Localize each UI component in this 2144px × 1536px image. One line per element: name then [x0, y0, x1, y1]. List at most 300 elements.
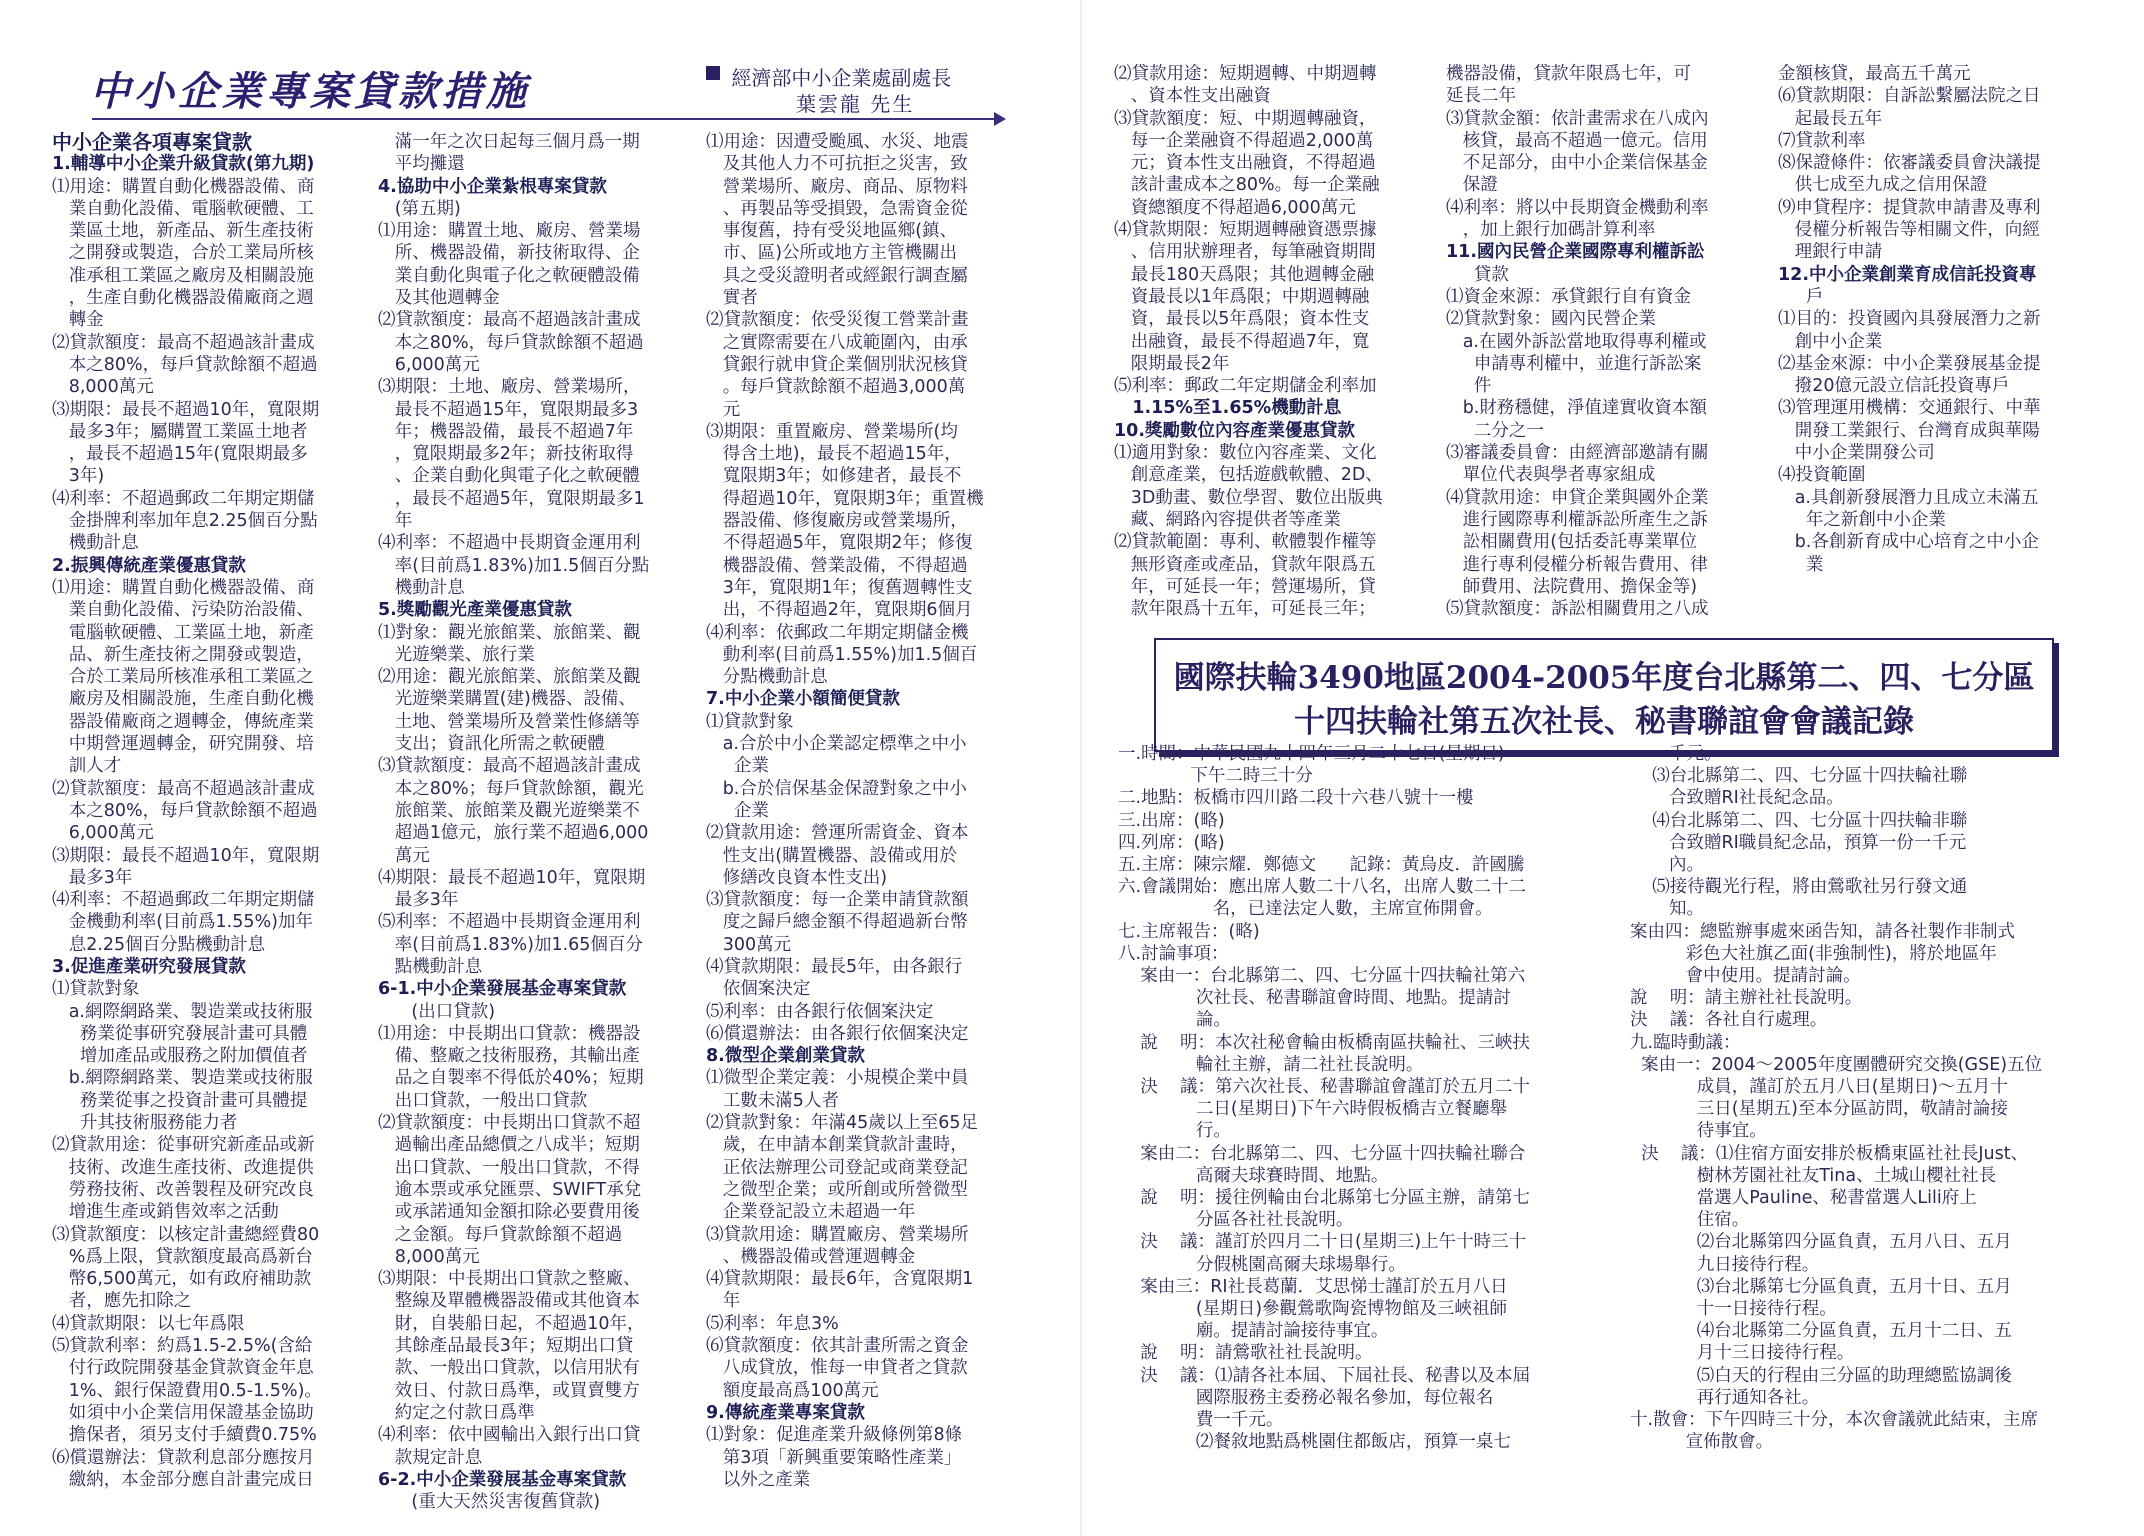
article-column-3: [706, 131, 1016, 1491]
text-line: 所、機器設備，新技術取得、企: [378, 243, 640, 264]
text-line: (重大天然災害復舊貸款): [378, 1492, 601, 1513]
text-line: ⑹貸款額度：依其計畫所需之資金: [706, 1336, 969, 1357]
text-line: 繳納，本金部分應自計畫完成日: [52, 1469, 314, 1490]
text-line: 增加產品或服務之附加價值者: [52, 1046, 308, 1067]
text-line: 分點機動計息: [706, 667, 828, 688]
minutes-line: 說 明：援往例輪由台北縣第七分區主辦，請第七: [1118, 1188, 1531, 1209]
minutes-line: 案由四：總監辦事處來函告知，請各社製作非制式: [1630, 921, 2015, 942]
text-line: 貸銀行就申貸企業個別狀況核貸: [706, 354, 968, 375]
text-line: 。每戶貸款餘額不超過3,000萬: [706, 377, 966, 398]
article-column-2: [378, 131, 688, 1513]
text-line: 、再製品等受損毀，急需資金從: [706, 198, 968, 219]
text-line: ⑹貸款期限：自訴訟繫屬法院之日: [1778, 86, 2041, 107]
text-line: 6,000萬元: [378, 354, 480, 375]
text-line: 年之新創中小企業: [1778, 509, 1946, 530]
text-line: 如須中小企業信用保證基金協助: [52, 1402, 314, 1423]
minutes-line: 樹林芳園社社友Tina、土城山櫻社社長: [1630, 1165, 1997, 1186]
text-line: 具之受災證明者或經銀行調查屬: [706, 265, 968, 286]
minutes-line: ⑵台北縣第四分區負責，五月八日、五月: [1630, 1232, 2012, 1253]
minutes-title-box: [1154, 638, 2054, 752]
text-line: ⑶審議委員會：由經濟部邀請有關: [1446, 443, 1709, 464]
text-line: 勞務技術、改善製程及研究改良: [52, 1179, 314, 1200]
text-line: 1%、銀行保證費用0.5-1.5%)。: [52, 1380, 322, 1401]
text-line: ⑶貸款用途：購置廠房、營業場所: [706, 1224, 969, 1245]
text-line: 開發工業銀行、台灣育成與華陽: [1778, 420, 2040, 441]
text-line: 最多3年: [52, 867, 133, 888]
text-line: b.各創新育成中心培育之中小企: [1778, 532, 2039, 553]
text-line: ⑶管理運用機構：交通銀行、中華: [1778, 398, 2041, 419]
text-line: 電腦軟硬體、工業區土地，新產: [52, 622, 314, 643]
text-line: 度之歸戶總金額不得超過新台幣: [706, 912, 968, 933]
text-line: 出口貸款、一般出口貸款，不得: [378, 1157, 640, 1178]
minutes-column-1: [1118, 743, 1688, 1454]
text-line: 資總額度不得超過6,000萬元: [1114, 197, 1356, 218]
minutes-line: ⑸白天的行程由三分區的助理總監協調後: [1630, 1365, 2012, 1386]
text-line: 業自動化與電子化之軟硬體設備: [378, 265, 640, 286]
minutes-line: 九日接待行程。: [1630, 1254, 1820, 1275]
minutes-line: 高爾夫球賽時間、地點。: [1118, 1165, 1389, 1186]
article-title: 中小企業專案貸款措施: [90, 68, 530, 115]
minutes-line: 合致贈RI社長紀念品。: [1630, 788, 1844, 809]
text-line: 進行專利侵權分析報告費用、律: [1446, 554, 1708, 575]
text-line: ⑶貸款額度：最高不超過該計畫成: [378, 756, 641, 777]
text-line: 創意產業，包括遊戲軟體、2D、: [1114, 465, 1383, 486]
minutes-line: ⑷台北縣第二分區負責，五月十二日、五: [1630, 1321, 2012, 1342]
text-line: 保證: [1446, 175, 1498, 196]
text-line: 備、整廠之技術服務，其輸出產: [378, 1046, 640, 1067]
text-line: 12.中小企業創業育成信託投資專: [1778, 264, 2037, 285]
text-line: ⑵貸款額度：最高不超過該計畫成: [52, 332, 315, 353]
text-line: 品之自製率不得低於40%；短期: [378, 1068, 644, 1089]
text-line: ⑷利率：依郵政二年期定期儲金機: [706, 622, 969, 643]
text-line: ⑶期限：土地、廠房、營業場所，: [378, 377, 641, 398]
text-line: ⑺貸款利率: [1778, 130, 1866, 151]
minutes-line: 二日(星期日)下午六時假板橋吉立餐廳舉: [1118, 1099, 1508, 1120]
text-line: 其餘產品最長3年；短期出口貸: [378, 1336, 634, 1357]
text-line: ⑴對象：觀光旅館業、旅館業、觀: [378, 622, 641, 643]
minutes-line: 再行通知各社。: [1630, 1387, 1820, 1408]
text-line: 器設備廠商之週轉金，傳統產業: [52, 711, 314, 732]
minutes-line: 輪社主辦，請二社社長說明。: [1118, 1054, 1424, 1075]
minutes-line: 九.臨時動議：: [1630, 1032, 1741, 1053]
author-title: [706, 62, 951, 91]
text-line: 延長二年: [1446, 86, 1516, 107]
minutes-line: 待事宜。: [1630, 1121, 1767, 1142]
minutes-line: 下午二時三十分: [1118, 766, 1313, 787]
minutes-line: 決 議：謹訂於四月二十日(星期三)上午十時三十: [1118, 1232, 1527, 1253]
minutes-line: 合致贈RI職員紀念品，預算一份一千元: [1630, 832, 1967, 853]
text-line: 年；機器設備，最長不超過7年: [378, 421, 634, 442]
text-line: b.合於信保基金保證對象之中小: [706, 778, 967, 799]
text-line: 金額核貸，最高五千萬元: [1778, 64, 1971, 84]
text-line: 不足部分，由中小企業信保基金: [1446, 153, 1708, 174]
minutes-title-line2: 十四扶輪社第五次社長、秘書聯誼會會議記錄: [1294, 704, 1914, 740]
text-line: 本之80%；每戶貸款餘額，觀光: [378, 778, 644, 799]
text-line: 、資本性支出融資: [1114, 86, 1271, 107]
text-line: ⑶期限：中長期出口貸款之整廠、: [378, 1269, 641, 1290]
text-line: 元；資本性支出融資，不得超過: [1114, 153, 1376, 174]
text-line: 8.微型企業創業貸款: [706, 1046, 865, 1067]
text-line: 八成貸放，惟每一申貸者之貸款: [706, 1358, 968, 1379]
text-line: 6-1.中小企業發展基金專案貸款: [378, 979, 627, 1000]
text-line: ⑸貸款額度：訴訟相關費用之八成: [1446, 599, 1709, 620]
text-line: 無形資產或產品，貸款年限爲五: [1114, 554, 1376, 575]
text-line: 6-2.中小企業發展基金專案貸款: [378, 1469, 627, 1490]
text-line: ⑷貸款期限：最長6年，含寬限期1: [706, 1269, 974, 1290]
text-line: 8,000萬元: [378, 1246, 480, 1267]
text-line: 務業從事之投資計畫可具體提: [52, 1090, 308, 1111]
text-line: ⑶期限：最長不超過10年，寬限期: [52, 399, 320, 420]
text-line: 5.獎勵觀光產業優惠貸款: [378, 600, 572, 621]
text-line: 業: [1778, 554, 1824, 575]
minutes-line: 宣佈散會。: [1630, 1432, 1774, 1453]
text-line: ⑴適用對象：數位內容產業、文化: [1114, 443, 1377, 464]
text-line: 起最長五年: [1778, 108, 1883, 129]
text-line: 款年限爲十五年，可延長三年；: [1114, 599, 1376, 620]
text-line: ⑵用途：觀光旅館業、旅館業及觀: [378, 667, 641, 688]
text-line: ⑴微型企業定義：小規模企業中員: [706, 1068, 969, 1089]
text-line: 出融資，最長不得超過7年，寬: [1114, 331, 1370, 352]
text-line: 付行政院開發基金貸款資金年息: [52, 1358, 314, 1379]
text-line: 萬元: [378, 845, 430, 866]
minutes-line: 論。: [1118, 1010, 1231, 1031]
minutes-line: 彩色大社旗乙面(非強制性)，將於地區年: [1630, 943, 1997, 964]
text-line: ⑵貸款額度：最高不超過該計畫成: [378, 310, 641, 331]
text-line: 機動計息: [378, 577, 465, 598]
text-line: ⑷貸款期限：最長5年，由各銀行: [706, 956, 963, 977]
minutes-line: 六.會議開始：應出席人數二十八名，出席人數二十二: [1118, 877, 1527, 898]
text-line: a.網際網路業、製造業或技術服: [52, 1001, 313, 1022]
text-line: 本之80%，每戶貸款餘額不超過: [52, 354, 318, 375]
text-line: 款規定計息: [378, 1447, 483, 1468]
text-line: 金機動利率(目前爲1.55%)加年: [52, 912, 313, 933]
text-line: 過輸出產品總價之八成半；短期: [378, 1135, 640, 1156]
text-line: 平均攤還: [378, 154, 465, 175]
text-line: 創中小企業: [1778, 331, 1883, 352]
text-line: 核貸，最高不超過一億元。信用: [1446, 130, 1708, 151]
text-line: ⑻保證條件：依審議委員會決議提: [1778, 153, 2041, 174]
minutes-line: 說 明：請鶯歌社社長說明。: [1118, 1343, 1373, 1364]
text-line: ⑵貸款用途：短期週轉、中期週轉: [1114, 64, 1377, 84]
text-line: ⑵貸款額度：依受災復工營業計畫: [706, 310, 969, 331]
text-line: 進行國際專利權訴訟所產生之訴: [1446, 509, 1708, 530]
text-line: b.財務穩健，淨值達實收資本額: [1446, 398, 1707, 419]
text-line: ⑸利率：由各銀行依個案決定: [706, 1001, 934, 1022]
minutes-line: 案由一：2004～2005年度團體研究交換(GSE)五位: [1630, 1054, 2043, 1075]
arrow-right-icon: [994, 112, 1006, 126]
text-line: 廠房及相關設施，生產自動化機: [52, 689, 314, 710]
minutes-line: 三日(星期五)至本分區訪問，敬請討論接: [1630, 1099, 2008, 1120]
text-line: ⑷貸款用途：申貸企業與國外企業: [1446, 487, 1709, 508]
text-line: 出口貸款，一般出口貸款: [378, 1090, 588, 1111]
text-line: 年，可延長一年；營運場所，貸: [1114, 576, 1376, 597]
text-line: 訓人才: [52, 756, 122, 777]
text-line: 10.獎勵數位內容產業優惠貸款: [1114, 420, 1356, 441]
text-line: 師費用、法院費用、擔保金等): [1446, 576, 1698, 597]
text-line: ，寬限期最多2年；新技術取得: [378, 444, 634, 465]
minutes-line: 決 議：各社自行處理。: [1630, 1010, 1828, 1031]
text-line: ⑷期限：最長不超過10年，寬限期: [378, 867, 646, 888]
minutes-line: 知。: [1630, 899, 1704, 920]
article-column-5: [1446, 63, 1766, 620]
text-line: ⑷利率：不超過中長期資金運用利: [378, 533, 641, 554]
minutes-line: 名，已達法定人數，主席宣佈開會。: [1118, 899, 1493, 920]
text-line: 每一企業融資不得超過2,000萬: [1114, 130, 1374, 151]
text-line: ⑴用途：中長期出口貸款：機器設: [378, 1023, 641, 1044]
text-line: ⑷利率：不超過郵政二年期定期儲: [52, 890, 315, 911]
text-line: ⑵貸款額度：中長期出口貸款不超: [378, 1113, 641, 1134]
text-line: 整線及單體機器設備或其他資本: [378, 1291, 640, 1312]
text-line: ⑶貸款額度：以核定計畫總經費80: [52, 1224, 320, 1245]
text-line: 3D動畫、數位學習、數位出版典: [1114, 487, 1383, 508]
minutes-line: 說 明：本次社秘會輪由板橋南區扶輪社、三峽扶: [1118, 1032, 1531, 1053]
text-line: 9.傳統產業專案貸款: [706, 1402, 865, 1423]
text-line: 資，最長以5年爲限；資本性支: [1114, 309, 1370, 330]
text-line: 、機器設備或營運週轉金: [706, 1246, 916, 1267]
text-line: 擔保者，須另支付手續費0.75%: [52, 1425, 317, 1446]
text-line: b.網際網路業、製造業或技術服: [52, 1068, 313, 1089]
text-line: ⑴目的：投資國內具發展潛力之新: [1778, 309, 2041, 330]
text-line: 中小企業開發公司: [1778, 443, 1935, 464]
minutes-line: 內。: [1630, 855, 1704, 876]
text-line: 率(目前爲1.83%)加1.65個百分: [378, 934, 643, 955]
text-line: 企業: [706, 800, 769, 821]
text-line: 訟相關費用(包括委託專業單位: [1446, 532, 1698, 553]
article-column-6: [1778, 63, 2098, 576]
text-line: %爲上限，貸款額度最高爲新台: [52, 1246, 313, 1267]
text-line: 二分之一: [1446, 420, 1544, 441]
text-line: 款、一般出口貸款，以信用狀有: [378, 1358, 640, 1379]
text-line: 限期最長2年: [1114, 353, 1230, 374]
minutes-line: 月十三日接待行程。: [1630, 1343, 1855, 1364]
text-line: ⑴用途：購置自動化機器設備、商: [52, 577, 315, 598]
text-line: 、企業自動化與電子化之軟硬體: [378, 466, 640, 487]
text-line: 點機動計息: [378, 956, 483, 977]
text-line: 、信用狀辦理者，每筆融資期間: [1114, 242, 1376, 263]
text-line: 申請專利權中，並進行訴訟案: [1446, 353, 1702, 374]
text-line: 之開發或製造，合於工業局所核: [52, 243, 314, 264]
text-line: 營業場所、廠房、商品、原物料: [706, 176, 968, 197]
text-line: ⑷利率：依中國輸出入銀行出口貸: [378, 1425, 641, 1446]
text-line: 單位代表與學者專家組成: [1446, 465, 1656, 486]
minutes-line: 分區各社社長說明。: [1118, 1210, 1354, 1231]
text-line: 業自動化設備、電腦軟硬體、工: [52, 198, 314, 219]
text-line: 旅館業、旅館業及觀光遊樂業不: [378, 800, 640, 821]
article-column-4: [1114, 63, 1434, 620]
text-line: 超過1億元，旅行業不超過6,000: [378, 823, 649, 844]
text-line: 資最長以1年爲限；中期週轉融: [1114, 286, 1370, 307]
text-line: ⑹償還辦法：貸款利息部分應按月: [52, 1447, 315, 1468]
text-line: 市、區)公所或地方主管機關出: [706, 243, 958, 264]
minutes-line: ⑶台北縣第二、四、七分區十四扶輪社聯: [1630, 766, 1968, 787]
text-line: 技術、改進生產技術、改進提供: [52, 1157, 314, 1178]
text-line: 3.促進產業研究發展貸款: [52, 956, 246, 977]
text-line: 理銀行申請: [1778, 242, 1883, 263]
text-line: 企業登記設立未超過一年: [706, 1202, 916, 1223]
text-line: ⑶貸款額度：每一企業申請貸款額: [706, 890, 969, 911]
minutes-column-2: [1630, 743, 2110, 1454]
text-line: 不得超過5年，寬限期2年；修復: [706, 533, 973, 554]
text-line: 年: [378, 511, 413, 532]
minutes-line: 七.主席報告：(略): [1118, 921, 1260, 942]
minutes-line: ⑶台北縣第七分區負責，五月十日、五月: [1630, 1276, 2012, 1297]
text-line: 侵權分析報告等相關文件，向經: [1778, 220, 2040, 241]
text-line: ⑷投資範圍: [1778, 465, 1866, 486]
text-line: 該計畫成本之80%。每一企業融: [1114, 175, 1380, 196]
text-line: 本之80%，每戶貸款餘額不超過: [52, 800, 318, 821]
text-line: 得含土地)，最長不超過15年，: [706, 444, 962, 465]
text-line: 機器設備，貸款年限爲七年，可: [1446, 64, 1691, 84]
text-line: ⑶期限：最長不超過10年，寬限期: [52, 845, 320, 866]
text-line: ⑴貸款對象: [52, 979, 140, 1000]
text-line: 11.國內民營企業國際專利權訴訟: [1446, 242, 1705, 263]
text-line: 財，自裝船日起，不超過10年，: [378, 1313, 645, 1334]
minutes-line: 說 明：請主辦社社長說明。: [1630, 988, 1863, 1009]
text-line: 之微型企業；或所創或所營微型: [706, 1179, 968, 1200]
text-line: 中期營運週轉金，研究開發、培: [52, 734, 314, 755]
text-line: 准承租工業區之廠房及相關設施: [52, 265, 314, 286]
text-line: ⑴貸款對象: [706, 711, 794, 732]
minutes-title-line1: 國際扶輪3490地區2004-2005年度台北縣第二、四、七分區: [1173, 660, 2035, 696]
text-line: ，最長不超過15年(寬限期最多: [52, 444, 308, 465]
text-line: 增進生產或銷售效率之活動: [52, 1202, 279, 1223]
text-line: 機動計息: [52, 533, 139, 554]
minutes-line: 案由二：台北縣第二、四、七分區十四扶輪社聯合: [1118, 1143, 1526, 1164]
text-line: 事復舊，持有受災地區鄉(鎮、: [706, 221, 958, 242]
text-line: 件: [1446, 376, 1492, 397]
minutes-line: 住宿。: [1630, 1210, 1750, 1231]
text-line: 最長180天爲限；其他週轉金融: [1114, 264, 1375, 285]
text-line: ⑸利率：郵政二年定期儲金利率加: [1114, 376, 1377, 397]
text-line: 最多3年: [378, 890, 459, 911]
text-line: 最長不超過15年，寬限期最多3: [378, 399, 639, 420]
minutes-line: 十一日接待行程。: [1630, 1299, 1837, 1320]
text-line: 得超過10年，寬限期3年；重置機: [706, 488, 984, 509]
minutes-line: 案由三：RI社長葛蘭．艾思悌士謹訂於五月八日: [1118, 1276, 1508, 1297]
text-line: ⑵基金來源：中小企業發展基金提: [1778, 353, 2041, 374]
text-line: 逾本票或承兌匯票、SWIFT承兌: [378, 1179, 642, 1200]
article-column-1: [52, 131, 362, 1491]
text-line: ⑷利率：將以中長期資金機動利率: [1446, 197, 1709, 218]
text-line: 品、新生產技術之開發或製造，: [52, 644, 314, 665]
text-line: ⑶期限：重置廠房、營業場所(均: [706, 421, 958, 442]
text-line: 或承諾通知金額扣除必要費用後: [378, 1202, 640, 1223]
text-line: 光遊樂業購置(建)機器、設備、: [378, 689, 636, 710]
text-line: a.在國外訴訟當地取得專利權或: [1446, 331, 1707, 352]
text-line: 者，應先扣除之: [52, 1291, 192, 1312]
text-line: a.具創新發展潛力且成立未滿五: [1778, 487, 2039, 508]
text-line: 出，不得超過2年，寬限期6個月: [706, 600, 973, 621]
text-line: ⑴用途：購置自動化機器設備、商: [52, 176, 315, 197]
text-line: 性支出(購置機器、設備或用於: [706, 845, 958, 866]
minutes-line: 三.出席：(略): [1118, 810, 1225, 831]
minutes-line: 費一千元。: [1118, 1410, 1284, 1431]
text-line: 第3項「新興重要策略性產業」: [706, 1447, 962, 1468]
minutes-line: 行。: [1118, 1121, 1231, 1142]
text-line: 業自動化設備、污染防治設備、: [52, 600, 314, 621]
text-line: 最多3年；屬購置工業區土地者: [52, 421, 308, 442]
text-line: 歲，在申請本創業貸款計畫時，: [706, 1135, 968, 1156]
text-line: 之實際需要在八成範圍內，由承: [706, 332, 968, 353]
text-line: 轉金: [52, 310, 104, 331]
text-line: ，最長不超過5年，寬限期最多1: [378, 488, 645, 509]
minutes-line: 千元。: [1630, 744, 1722, 764]
text-line: 金掛牌利率加年息2.25個百分點: [52, 511, 318, 532]
text-line: 戶: [1778, 286, 1824, 307]
text-line: 合於工業局所核准承租工業區之: [52, 667, 314, 688]
minutes-line: (星期日)參觀鶯歌陶瓷博物館及三峽祖師: [1118, 1299, 1508, 1320]
minutes-line: 成員，謹訂於五月八日(星期日)～五月十: [1630, 1077, 2008, 1098]
text-line: 1.輔導中小企業升級貸款(第九期): [52, 154, 315, 175]
minutes-line: 十.散會：下午四時三十分，本次會議就此結束，主席: [1630, 1410, 2039, 1431]
text-line: 之金額。每戶貸款餘額不超過: [378, 1224, 623, 1245]
text-line: ⑸利率：年息3%: [706, 1313, 839, 1334]
minutes-line: 決 議：⑴請各社本屆、下屆社長、秘書以及本屆: [1118, 1365, 1531, 1386]
text-line: 正依法辦理公司登記或商業登記: [706, 1157, 968, 1178]
text-line: ⑶貸款額度：短、中期週轉融資，: [1114, 108, 1377, 129]
text-line: 支出；資訊化所需之軟硬體: [378, 734, 605, 755]
text-line: 4.協助中小企業紮根專案貸款: [378, 176, 607, 197]
text-line: 息2.25個百分點機動計息: [52, 934, 266, 955]
text-line: (第五期): [378, 198, 461, 219]
minutes-line: 五.主席：陳宗耀．鄭德文 記錄：黃烏皮．許國騰: [1118, 855, 1525, 876]
text-line: 企業: [706, 756, 769, 777]
text-line: 器設備、修復廠房或營業場所，: [706, 511, 968, 532]
text-line: 寬限期3年；如修建者，最長不: [706, 466, 962, 487]
minutes-line: ⑵餐敘地點爲桃園住都飯店，預算一桌七: [1118, 1432, 1511, 1453]
text-line: ⑷貸款期限：短期週轉融資憑票據: [1114, 220, 1377, 241]
text-line: 藏、網路內容提供者等產業: [1114, 509, 1341, 530]
text-line: 實者: [706, 288, 758, 309]
text-line: ⑵貸款對象：國內民營企業: [1446, 309, 1656, 330]
author-title-text: 經濟部中小企業處副處長: [731, 66, 952, 90]
text-line: (出口貸款): [378, 1001, 496, 1022]
minutes-line: 分假桃園高爾夫球場舉行。: [1118, 1254, 1406, 1275]
text-line: ⑵貸款額度：最高不超過該計畫成: [52, 778, 315, 799]
text-line: 300萬元: [706, 934, 792, 955]
text-line: 1.15%至1.65%機動計息: [1114, 398, 1342, 419]
text-line: 修繕改良資本性支出): [706, 867, 888, 888]
text-line: ⑼申貸程序：提貸款申請書及專利: [1778, 197, 2041, 218]
minutes-line: 二.地點：板橋市四川路二段十六巷八號十一樓: [1118, 788, 1474, 809]
text-line: ⑹償還辦法：由各銀行依個案決定: [706, 1023, 969, 1044]
text-line: 務業從事研究發展計畫可具體: [52, 1023, 308, 1044]
text-line: ⑷利率：不超過郵政二年期定期儲: [52, 488, 315, 509]
text-line: ⑴用途：購置土地、廠房、營業場: [378, 221, 641, 242]
text-line: 6,000萬元: [52, 823, 154, 844]
text-line: 年: [706, 1291, 741, 1312]
text-line: 本之80%，每戶貸款餘額不超過: [378, 332, 644, 353]
text-line: ⑵貸款範圍：專利、軟體製作權等: [1114, 532, 1377, 553]
text-line: 幣6,500萬元，如有政府補助款: [52, 1269, 312, 1290]
text-line: ⑷貸款期限：以七年爲限: [52, 1313, 245, 1334]
text-line: 約定之付款日爲準: [378, 1402, 535, 1423]
minutes-line: 國際服務主委務必報名參加，每位報名: [1118, 1387, 1494, 1408]
text-line: ⑶貸款金額：依計畫需求在八成內: [1446, 108, 1709, 129]
text-line: 中小企業各項專案貸款: [52, 130, 252, 154]
minutes-line: ⑸接待觀光行程，將由鶯歌社另行發文通: [1630, 877, 1968, 898]
text-line: 貸款: [1446, 264, 1509, 285]
minutes-line: 廟。提請討論接待事宜。: [1118, 1321, 1389, 1342]
text-line: a.合於中小企業認定標準之中小: [706, 734, 967, 755]
text-line: ⑵貸款用途：從事研究新產品或新: [52, 1135, 315, 1156]
text-line: 3年): [52, 466, 105, 487]
minutes-line: 決 議：⑴住宿方面安排於板橋東區社社長Just、: [1630, 1143, 2029, 1164]
minutes-line: 決 議：第六次社長、秘書聯誼會謹訂於五月二十: [1118, 1077, 1531, 1098]
text-line: ，生產自動化機器設備廠商之週: [52, 288, 314, 309]
author-name: 葉雲龍 先生: [796, 92, 915, 116]
text-line: 滿一年之次日起每三個月爲一期: [378, 132, 640, 152]
